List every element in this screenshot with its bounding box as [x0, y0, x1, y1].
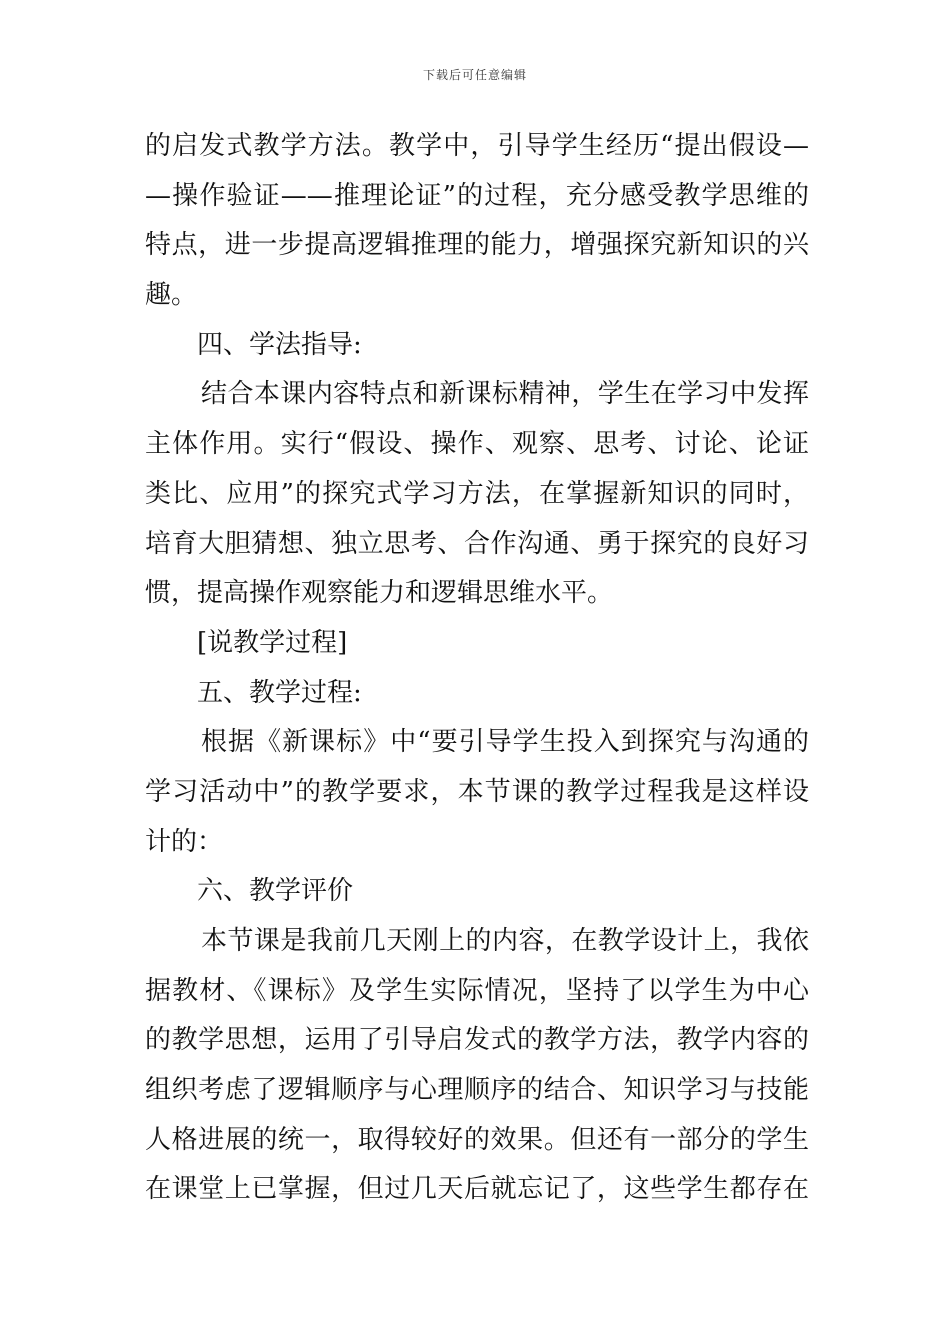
section-heading: 六、教学评价 [197, 876, 354, 907]
section-heading: 四、学法指导: [197, 329, 362, 360]
text-line: 主体作用。实行“假设、操作、观察、思考、讨论、论证 [145, 429, 809, 460]
text-line: 组织考虑了逻辑顺序与心理顺序的结合、知识学习与技能 [145, 1075, 809, 1106]
page-header: 下载后可任意编辑 [422, 68, 527, 82]
text-line: 学习活动中”的教学要求，本节课的教学过程我是这样设 [145, 776, 809, 807]
text-line: 本节课是我前几天刚上的内容，在教学设计上，我依 [201, 926, 809, 956]
section-heading: 五、教学过程: [197, 677, 362, 708]
text-line: 培育大胆猜想、独立思考、合作沟通、勇于探究的良好习 [145, 528, 809, 559]
text-line: 类比、应用”的探究式学习方法，在掌握新知识的同时， [145, 478, 809, 509]
document-body [145, 122, 809, 1215]
text-line: 特点，进一步提高逻辑推理的能力，增强探究新知识的兴 [145, 230, 809, 261]
text-line: 结合本课内容特点和新课标精神，学生在学习中发挥 [201, 379, 809, 410]
text-line: 根据《新课标》中“要引导学生投入到探究与沟通的 [201, 727, 809, 758]
text-line: 在课堂上已掌握，但过几天后就忘记了，这些学生都存在 [145, 1174, 809, 1205]
text-line: —操作验证——推理论证”的过程，充分感受教学思维的 [145, 180, 809, 211]
text-line: 的教学思想，运用了引导启发式的教学方法，教学内容的 [145, 1025, 809, 1056]
text-line: 的启发式教学方法。教学中，引导学生经历“提出假设— [145, 131, 809, 161]
text-line: 人格进展的统一，取得较好的效果。但还有一部分的学生 [145, 1124, 809, 1155]
section-marker: [说教学过程] [197, 627, 348, 658]
text-line: 趣。 [145, 280, 198, 311]
text-line: 据教材、《课标》及学生实际情况，坚持了以学生为中心 [145, 975, 809, 1006]
text-line: 计的： [145, 826, 224, 857]
text-line: 惯，提高操作观察能力和逻辑思维水平。 [145, 578, 614, 609]
